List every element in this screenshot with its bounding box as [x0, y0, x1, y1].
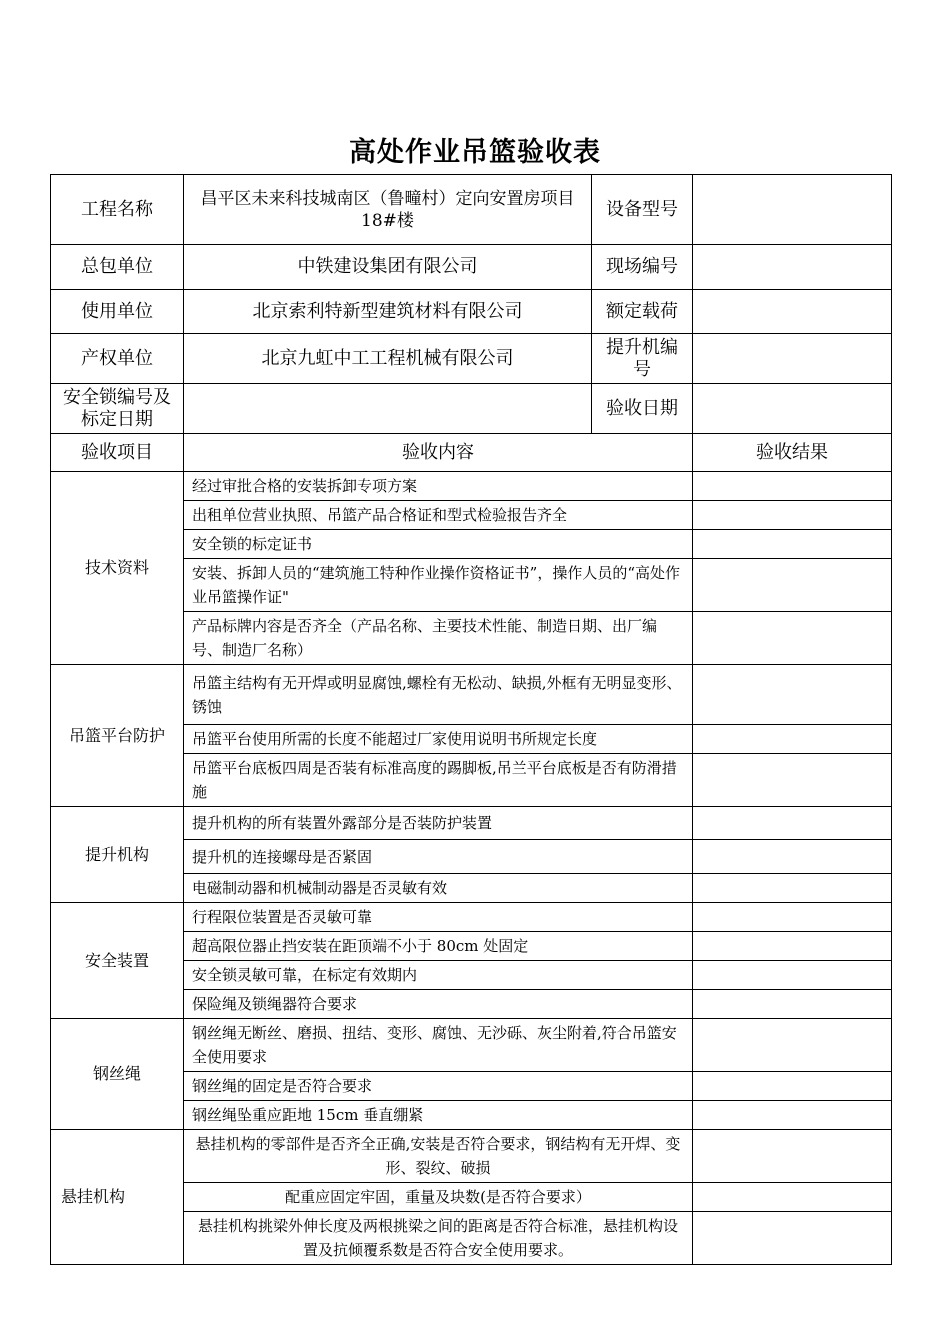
check-item: 钢丝绳无断丝、磨损、扭结、变形、腐蚀、无沙砾、灰尘附着,符合吊篮安全使用要求	[184, 1019, 693, 1072]
check-item: 安全锁的标定证书	[184, 530, 693, 559]
hoist-number-label: 提升机编号	[592, 334, 693, 384]
result-cell[interactable]	[693, 1183, 892, 1212]
row-user-unit	[51, 290, 892, 334]
check-item: 提升机的连接螺母是否紧固	[184, 840, 693, 874]
section-name: 吊篮平台防护	[51, 665, 184, 807]
check-item: 保险绳及锁绳器符合要求	[184, 990, 693, 1019]
check-item: 钢丝绳坠重应距地 15cm 垂直绷紧	[184, 1101, 693, 1130]
acceptance-date-label: 验收日期	[592, 384, 693, 434]
row-owner-unit	[51, 334, 892, 384]
result-cell[interactable]	[693, 501, 892, 530]
result-cell[interactable]	[693, 932, 892, 961]
result-cell[interactable]	[693, 1212, 892, 1265]
check-item: 配重应固定牢固，重量及块数(是否符合要求）	[184, 1183, 693, 1212]
result-cell[interactable]	[693, 990, 892, 1019]
section-name: 技术资料	[51, 472, 184, 665]
column-header-result: 验收结果	[693, 434, 892, 472]
check-item: 提升机构的所有装置外露部分是否装防护装置	[184, 807, 693, 840]
check-item: 安装、拆卸人员的“建筑施工特种作业操作资格证书”，操作人员的“高处作业吊篮操作证"	[184, 559, 693, 612]
row-general-contractor	[51, 245, 892, 290]
row-project-name	[51, 175, 892, 245]
row-lock-number	[51, 384, 892, 434]
column-header-content: 验收内容	[184, 434, 693, 472]
result-cell[interactable]	[693, 559, 892, 612]
section-name: 安全装置	[51, 903, 184, 1019]
result-cell[interactable]	[693, 1130, 892, 1183]
check-item: 出租单位营业执照、吊篮产品合格证和型式检验报告齐全	[184, 501, 693, 530]
table-row	[51, 665, 892, 725]
site-number-label: 现场编号	[592, 245, 693, 290]
table-row	[51, 1019, 892, 1072]
page-title: 高处作业吊篮验收表	[349, 137, 601, 168]
site-number-value[interactable]	[693, 245, 892, 290]
result-cell[interactable]	[693, 1019, 892, 1072]
owner-unit-value[interactable]: 北京九虹中工工程机械有限公司	[184, 334, 592, 384]
result-cell[interactable]	[693, 840, 892, 874]
result-cell[interactable]	[693, 903, 892, 932]
check-item: 安全锁灵敏可靠，在标定有效期内	[184, 961, 693, 990]
acceptance-table	[50, 174, 892, 1265]
check-item: 经过审批合格的安装拆卸专项方案	[184, 472, 693, 501]
result-cell[interactable]	[693, 874, 892, 903]
column-header-row	[51, 434, 892, 472]
table-row	[51, 903, 892, 932]
section-name: 提升机构	[51, 807, 184, 903]
general-contractor-label: 总包单位	[51, 245, 184, 290]
result-cell[interactable]	[693, 754, 892, 807]
project-name-value[interactable]: 昌平区未来科技城南区（鲁疃村）定向安置房项目 18#楼	[184, 175, 592, 245]
rated-load-value[interactable]	[693, 290, 892, 334]
table-row	[51, 807, 892, 840]
section-name: 钢丝绳	[51, 1019, 184, 1130]
result-cell[interactable]	[693, 665, 892, 725]
check-item: 吊篮平台底板四周是否装有标准高度的踢脚板,吊兰平台底板是否有防滑措施	[184, 754, 693, 807]
result-cell[interactable]	[693, 1101, 892, 1130]
check-item: 吊篮主结构有无开焊或明显腐蚀,螺栓有无松动、缺损,外框有无明显变形、锈蚀	[184, 665, 693, 725]
check-item: 行程限位装置是否灵敏可靠	[184, 903, 693, 932]
check-item: 电磁制动器和机械制动器是否灵敏有效	[184, 874, 693, 903]
rated-load-label: 额定载荷	[592, 290, 693, 334]
result-cell[interactable]	[693, 725, 892, 754]
check-item: 产品标牌内容是否齐全（产品名称、主要技术性能、制造日期、出厂编号、制造厂名称）	[184, 612, 693, 665]
lock-number-label: 安全锁编号及标定日期	[51, 384, 184, 434]
result-cell[interactable]	[693, 530, 892, 559]
equipment-model-value[interactable]	[693, 175, 892, 245]
result-cell[interactable]	[693, 807, 892, 840]
table-row	[51, 1130, 892, 1183]
result-cell[interactable]	[693, 472, 892, 501]
result-cell[interactable]	[693, 612, 892, 665]
hoist-number-value[interactable]	[693, 334, 892, 384]
check-item: 钢丝绳的固定是否符合要求	[184, 1072, 693, 1101]
user-unit-label: 使用单位	[51, 290, 184, 334]
equipment-model-label: 设备型号	[592, 175, 693, 245]
general-contractor-value[interactable]: 中铁建设集团有限公司	[184, 245, 592, 290]
table-row	[51, 472, 892, 501]
user-unit-value[interactable]: 北京索利特新型建筑材料有限公司	[184, 290, 592, 334]
check-item: 悬挂机构挑梁外伸长度及两根挑梁之间的距离是否符合标准，悬挂机构设置及抗倾覆系数是否符合安全使用要求。	[184, 1212, 693, 1265]
acceptance-date-value[interactable]	[693, 384, 892, 434]
lock-number-value[interactable]	[184, 384, 592, 434]
result-cell[interactable]	[693, 961, 892, 990]
check-item: 吊篮平台使用所需的长度不能超过厂家使用说明书所规定长度	[184, 725, 693, 754]
check-item: 悬挂机构的零部件是否齐全正确,安装是否符合要求，钢结构有无开焊、变形、裂纹、破损	[184, 1130, 693, 1183]
result-cell[interactable]	[693, 1072, 892, 1101]
owner-unit-label: 产权单位	[51, 334, 184, 384]
column-header-item: 验收项目	[51, 434, 184, 472]
project-name-label: 工程名称	[51, 175, 184, 245]
section-name: 悬挂机构	[51, 1130, 184, 1265]
check-item: 超高限位器止挡安装在距顶端不小于 80cm 处固定	[184, 932, 693, 961]
